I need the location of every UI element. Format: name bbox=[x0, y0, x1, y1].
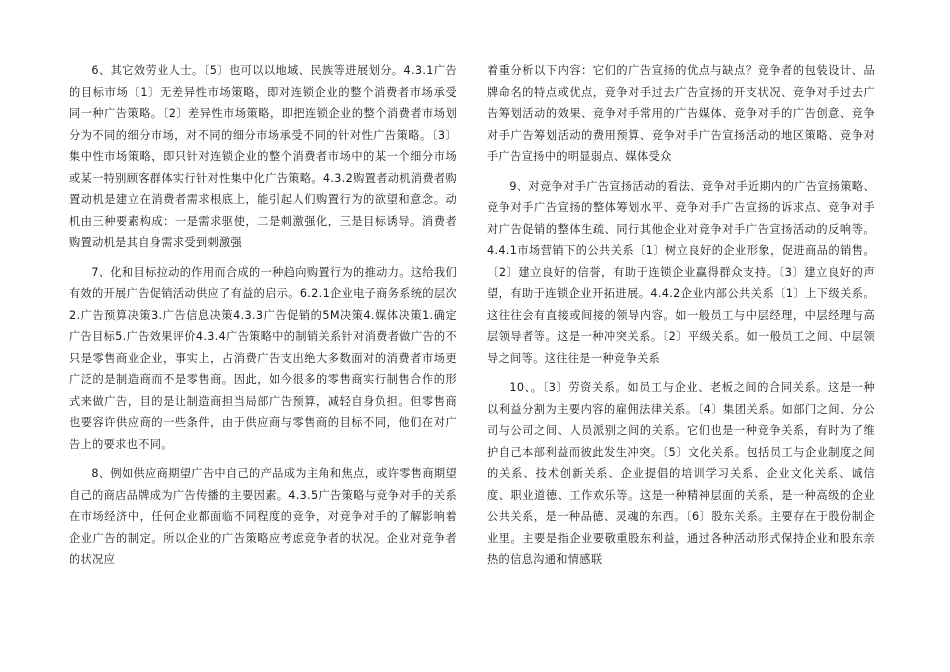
paragraph-6: 6、其它效劳业人士。〔5〕也可以以地域、民族等进展划分。4.3.1广告的目标市场〔1〕无差异性市场策略，即对连锁企业的整个消费者市场承受同一种广告策略。〔2〕差异性市场策略，即把连锁企业的整个消费者市场划分为不同的细分市场，对不同的细分市场承受不同的针对性广告策略。〔3〕集中性市场策略，即只针对连锁企业的整个消费者市场中的某一个细分市场或某一特别顾客群体实行针对性集中化广告策略。4.3.2购置者动机消费者购置动机是建立在消费者需求根底上，能引起人们购置行为的欲望和意念。动机由三种要素构成：一是需求驱使，二是刺激强化，三是目标诱导。消费者购置动机是其自身需求受到刺激强 bbox=[69, 64, 457, 249]
right-text-column bbox=[487, 60, 875, 579]
paragraph-8-continued: 着重分析以下内容：它们的广告宣扬的优点与缺点？竞争者的包装设计、品牌命名的特点或优点，竞争对手过去广告宣扬的开支状况、竞争对手过去广告筹划活动的效果、竞争对手常用的广告媒体、竞争对手的广告创意、竞争对手广告筹划活动的费用预算、竞争对手广告宣扬活动的地区策略、竞争对手广告宣扬中的明显弱点、媒体受众 bbox=[487, 64, 875, 163]
paragraph-8: 8、例如供应商期望广告中自己的产品成为主角和焦点，或许零售商期望自己的商店品牌成为广告传播的主要因素。4.3.5广告策略与竞争对手的关系在市场经济中，任何企业都面临不同程度的竞争，对竞争对手的了解影响着企业广告的制定。所以企业的广告策略应考虑竞争者的状况。企业对竞争者的状况应 bbox=[69, 467, 457, 566]
left-text-column bbox=[69, 60, 457, 579]
paragraph-10: 10、。〔3〕劳资关系。如员工与企业、老板之间的合同关系。这是一种以利益分割为主要内容的雇佣法律关系。〔4〕集团关系。如部门之间、分公司与公司之间、人员派别之间的关系。它们也是一种竞争关系，有时为了维护自己本部利益而彼此发生冲突。〔5〕文化关系。包括员工与企业制度之间的关系、技术创新关系、企业提倡的培训学习关系、企业文化关系、诚信度、职业道德、工作欢乐等。这是一种精神层面的关系，是一种高级的企业公共关系，是一种品德、灵魂的东西。〔6〕股东关系。主要存在于股份制企业里。主要是指企业要敬重股东利益，通过各种活动形式保持企业和股东亲热的信息沟通和情感联 bbox=[487, 381, 875, 566]
paragraph-7: 7、化和目标拉动的作用而合成的一种趋向购置行为的推动力。这给我们有效的开展广告促销活动供应了有益的启示。6.2.1企业电子商务系统的层次2.广告预算决策3.广告信息决策4.3.3广告促销的5M决策4.媒体决策1.确定广告目标5.广告效果评价4.3.4广告策略中的制销关系针对消费者做广告的不只是零售商业企业，事实上，占消费广告支出绝大多数面对的消费者市场更广泛的是制造商而不是零售商。因此，如今很多的零售商实行制售合作的形式来做广告，目的是让制造商担当局部广告预算，减轻自身负担。但零售商也要容许供应商的一些条件，由于供应商与零售商的目标不同，他们在对广告上的要求也不同。 bbox=[69, 265, 457, 451]
paragraph-9: 9、对竞争对手广告宣扬活动的看法、竞争对手近期内的广告宣扬策略、竞争对手广告宣扬的整体筹划水平、竞争对手广告宣扬的诉求点、竞争对手对广告促销的整体生疏、同行其他企业对竞争对手广告宣扬活动的反响等。4.4.1市场营销下的公共关系〔1〕树立良好的企业形象，促进商品的销售。〔2〕建立良好的信誉，有助于连锁企业赢得群众支持。〔3〕建立良好的声望，有助于连锁企业开拓进展。4.4.2企业内部公共关系〔1〕上下级关系。这往往会有直接或间接的领导内容。如一般员工与中层经理，中层经理与高层领导者等。这是一种冲突关系。〔2〕平级关系。如一般员工之间、中层领导之间等。这往往是一种竞争关系 bbox=[487, 179, 875, 365]
